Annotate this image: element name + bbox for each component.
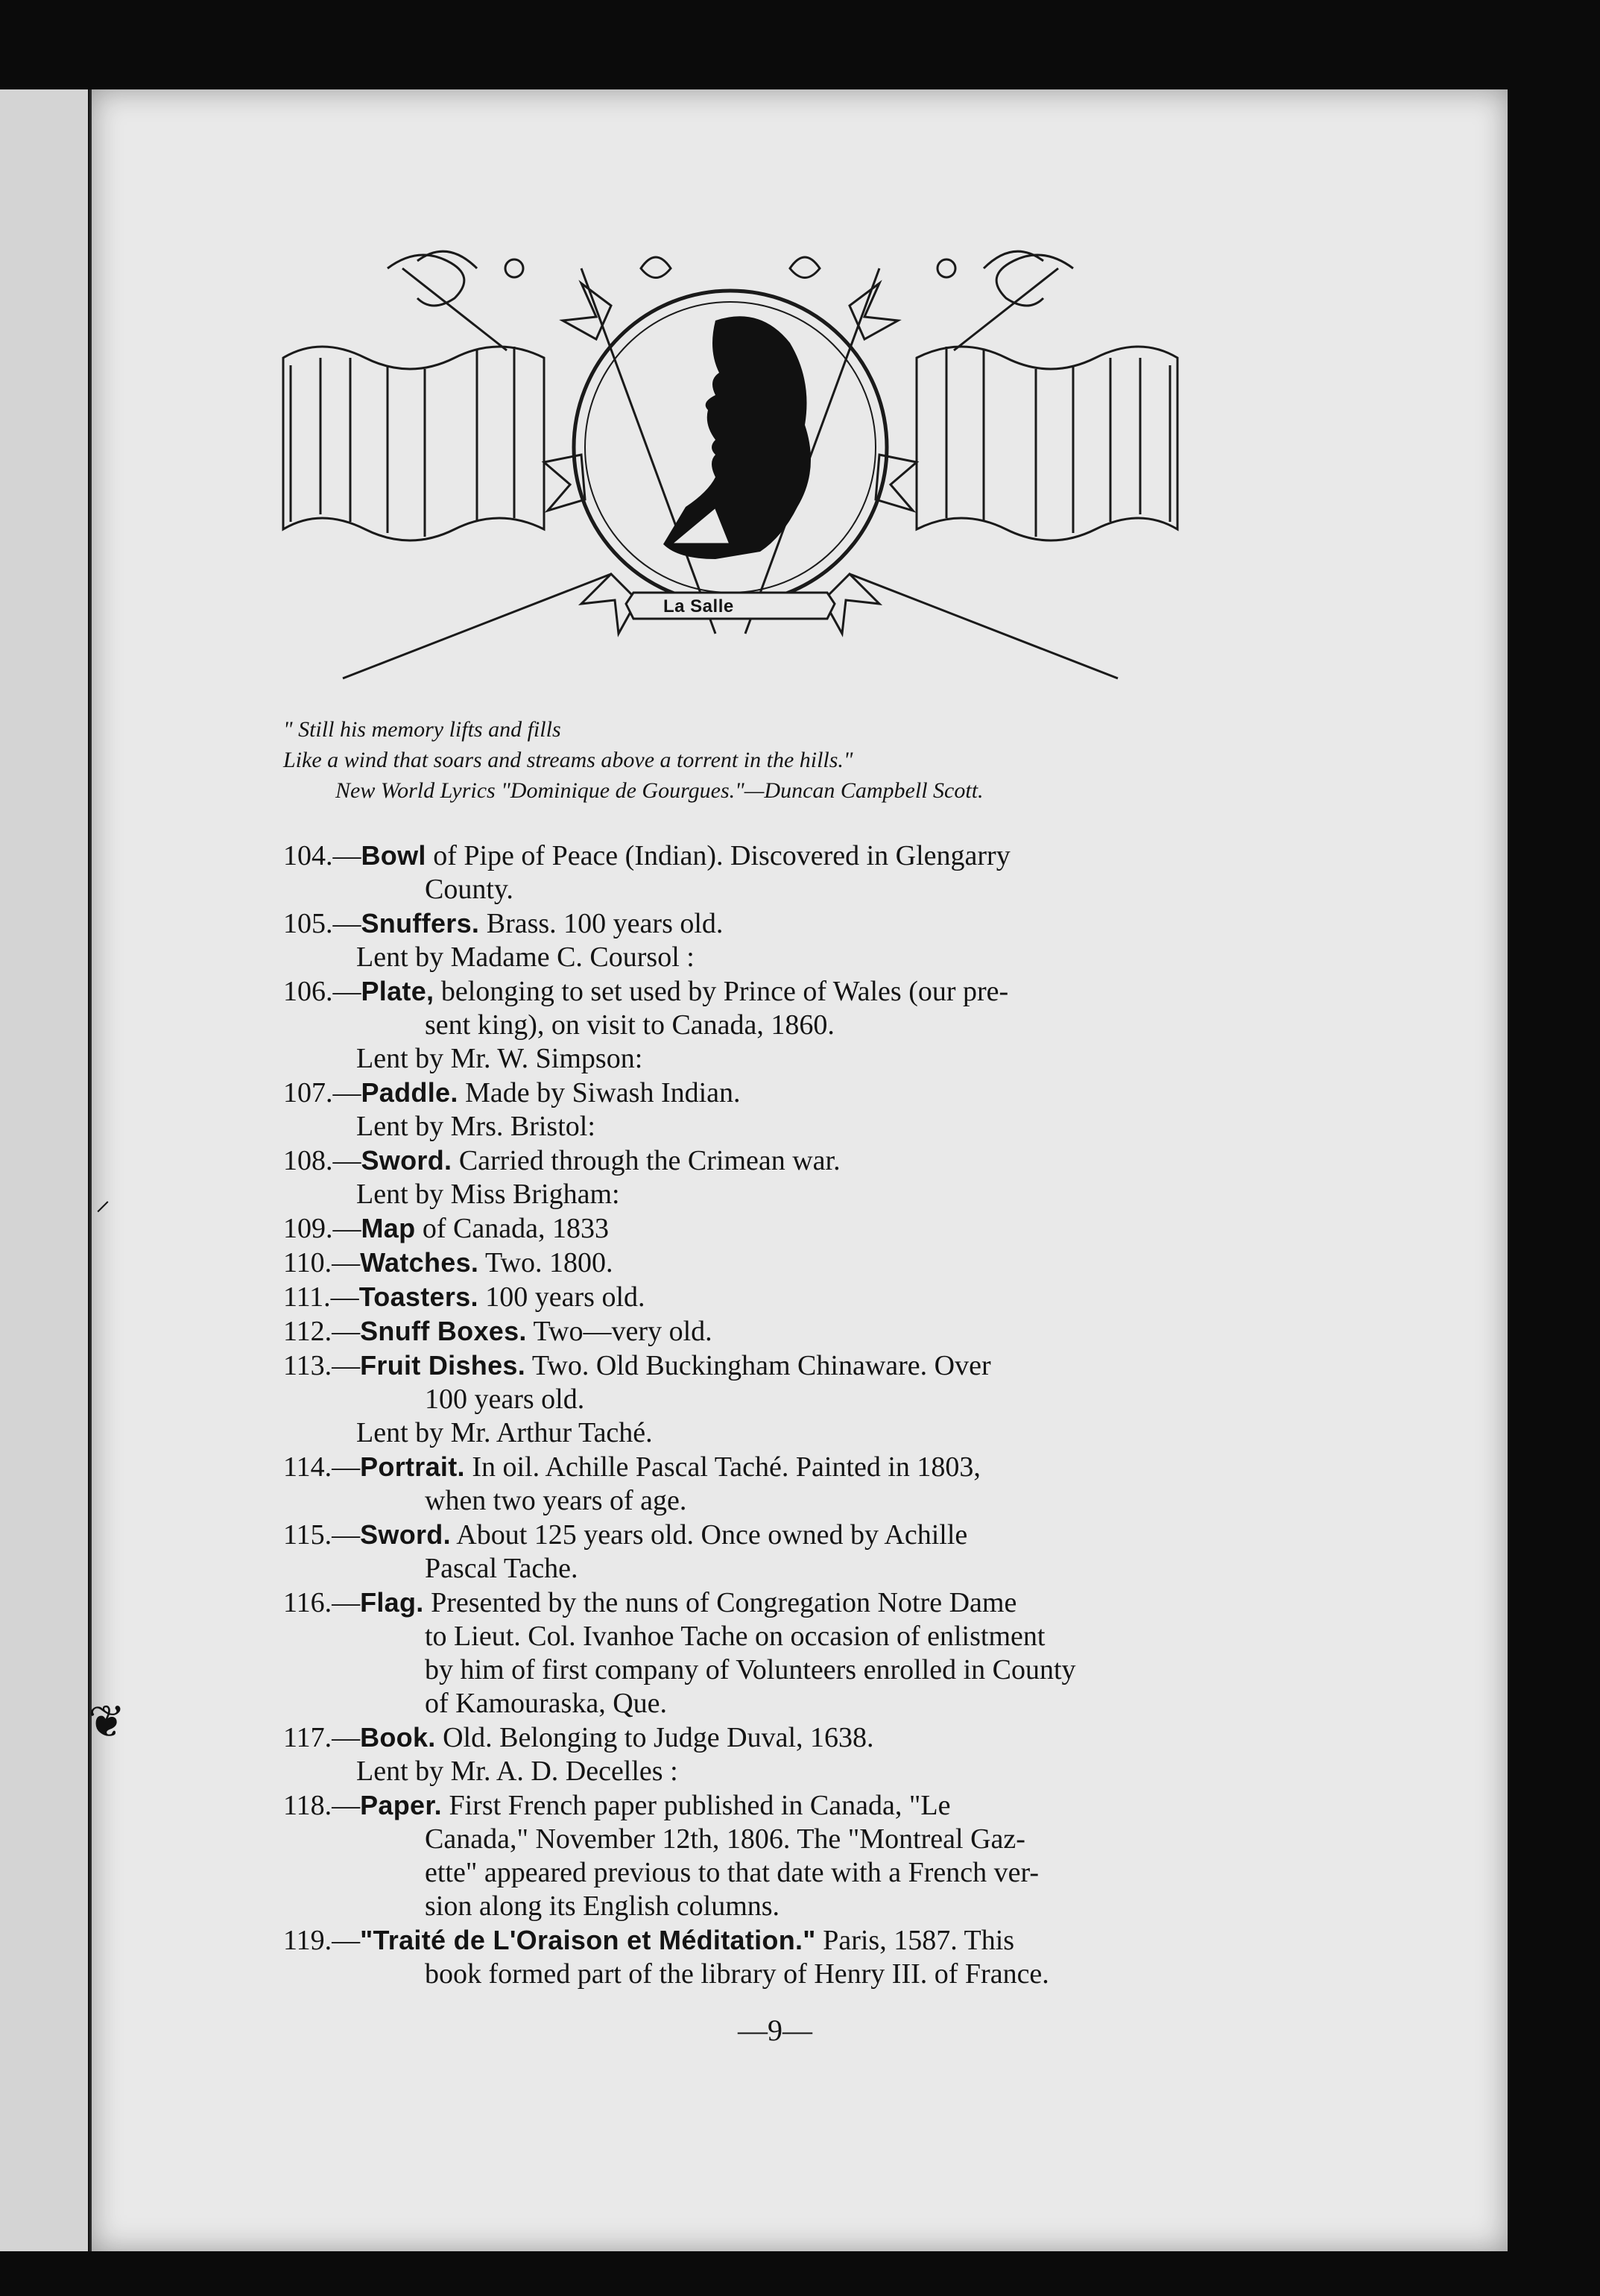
lender-line: Lent by Miss Brigham: [356,1179,620,1210]
entry-description: Presented by the nuns of Congregation Notre Dame [423,1587,1017,1618]
entry-continuation: ette" appeared previous to that date with a French ver- [425,1857,1040,1888]
entry-description: About 125 years old. Once owned by Achille [450,1519,968,1551]
entry-continuation: County. [425,874,513,905]
entry-item-name: Paddle. [361,1077,458,1108]
lender-line: Lent by Mr. W. Simpson: [356,1043,643,1074]
entry-item-name: Bowl [361,840,426,871]
entry-item-name: Map [361,1213,416,1243]
entry-description: First French paper published in Canada, "Le [441,1790,951,1821]
exhibit-entry [283,974,1252,1009]
exhibit-entry [283,1788,1252,1823]
epigraph-line: Like a wind that soars and streams above a torrent in the hills." [283,748,853,772]
entry-item-name: Book. [360,1722,436,1753]
exhibit-entry [283,1280,1252,1314]
entry-number: 114.— [283,1451,361,1483]
entry-description: Two—very old. [526,1316,712,1347]
entry-item-name: Toasters. [358,1281,478,1312]
epigraph-line: " Still his memory lifts and fills [283,717,561,742]
exhibit-entry [283,1518,1252,1552]
lender-line: Lent by Madame C. Coursol : [356,942,695,973]
entry-number: 108.— [283,1145,361,1176]
margin-mark-icon: ❦ [88,1697,126,1747]
entry-description: Carried through the Crimean war. [452,1145,841,1176]
entry-description: Made by Siwash Indian. [458,1077,741,1108]
entry-continuation: to Lieut. Col. Ivanhoe Tache on occasion of enlistment [425,1621,1046,1652]
entry-item-name: "Traité de L'Oraison et Méditation." [360,1925,816,1955]
lender-line: Lent by Mr. A. D. Decelles : [356,1756,678,1787]
entry-number: 118.— [283,1790,361,1821]
entry-description: Paris, 1587. This [815,1925,1015,1956]
lender-line: Lent by Mr. Arthur Taché. [356,1417,653,1448]
entry-item-name: Portrait. [360,1451,465,1482]
entry-description: 100 years old. [478,1281,645,1313]
exhibit-entry [283,1246,1252,1280]
exhibit-entry [283,1586,1252,1620]
entry-item-name: Flag. [360,1587,424,1618]
entry-item-name: Sword. [360,1519,451,1550]
previous-page-edge [0,89,91,2251]
margin-mark-icon: ⸝ [95,1183,110,1217]
exhibit-entry [283,906,1252,941]
entry-number: 111.— [283,1281,359,1313]
entry-description: Two. 1800. [478,1247,613,1278]
entry-continuation: Pascal Tache. [425,1553,578,1584]
epigraph [283,714,984,806]
entry-description: Brass. 100 years old. [479,908,724,939]
exhibit-entry [283,1923,1252,1958]
entry-description: of Canada, 1833 [415,1213,610,1244]
entry-number: 119.— [283,1925,361,1956]
entry-continuation: sion along its English columns. [425,1890,780,1922]
entry-continuation: sent king), on visit to Canada, 1860. [425,1009,835,1041]
entry-description: belonging to set used by Prince of Wales (our pre- [434,976,1009,1007]
entry-number: 104.— [283,840,361,871]
entry-continuation: Canada," November 12th, 1806. The "Montreal Gaz- [425,1823,1025,1855]
illustration-caption: La Salle [663,596,734,616]
entry-continuation: 100 years old. [425,1384,585,1415]
exhibit-entry [283,1144,1252,1178]
entry-number: 117.— [283,1722,361,1753]
exhibit-entry [283,1076,1252,1110]
epigraph-attribution: New World Lyrics "Dominique de Gourgues."—Duncan Campbell Scott. [335,778,984,803]
exhibit-entry [283,1450,1252,1484]
exhibit-entry [283,1721,1252,1755]
page-number: —9— [738,2013,812,2047]
entry-description: of Pipe of Peace (Indian). Discovered in Glengarry [426,840,1011,871]
entry-number: 107.— [283,1077,361,1108]
entry-item-name: Paper. [360,1790,442,1820]
entry-continuation: by him of first company of Volunteers enrolled in County [425,1654,1076,1685]
entry-continuation: book formed part of the library of Henry III. of France. [425,1958,1049,1990]
entry-item-name: Plate, [361,976,434,1006]
entry-continuation: when two years of age. [425,1485,687,1516]
entry-number: 115.— [283,1519,361,1551]
entry-number: 105.— [283,908,361,939]
entry-number: 106.— [283,976,361,1007]
exhibit-entry [283,1314,1252,1349]
entry-number: 109.— [283,1213,361,1244]
entry-number: 113.— [283,1350,361,1381]
entry-number: 110.— [283,1247,361,1278]
entry-item-name: Fruit Dishes. [360,1350,526,1381]
entry-number: 112.— [283,1316,361,1347]
lender-line: Lent by Mrs. Bristol: [356,1111,595,1142]
entry-description: Old. Belonging to Judge Duval, 1638. [435,1722,874,1753]
exhibit-entry [283,839,1252,873]
entry-description: Two. Old Buckingham Chinaware. Over [525,1350,991,1381]
entry-item-name: Sword. [361,1145,452,1176]
entry-number: 116.— [283,1587,361,1618]
exhibit-entry [283,1211,1252,1246]
entry-continuation: of Kamouraska, Que. [425,1688,668,1719]
exhibit-list [283,839,1252,1991]
entry-item-name: Watches. [360,1247,479,1278]
exhibit-entry [283,1349,1252,1383]
entry-item-name: Snuff Boxes. [360,1316,527,1346]
entry-item-name: Snuffers. [361,908,480,939]
entry-description: In oil. Achille Pascal Taché. Painted in 1803, [464,1451,981,1483]
